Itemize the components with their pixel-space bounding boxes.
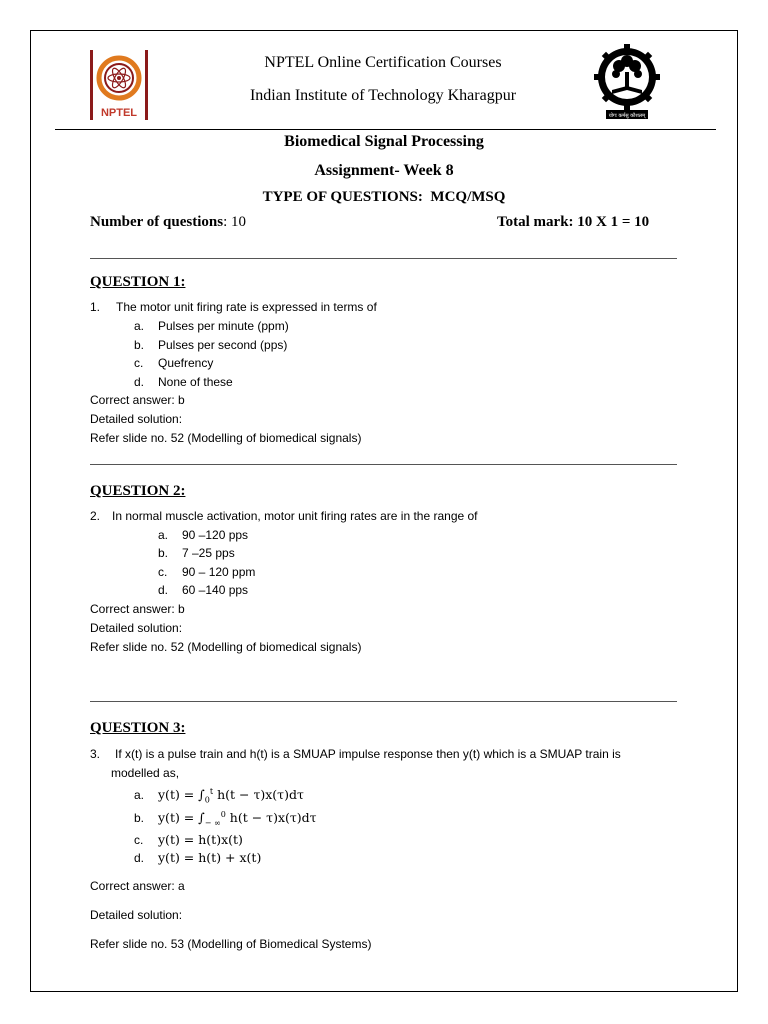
header-line-2: Indian Institute of Technology Kharagpur xyxy=(249,87,517,104)
nptel-logo-text: NPTEL xyxy=(100,107,138,119)
question-1-option-a: a. Pulses per minute (ppm) xyxy=(134,319,289,333)
nptel-logo xyxy=(90,50,148,120)
question-1-text: The motor unit firing rate is expressed in terms of xyxy=(116,300,377,314)
question-2-heading: QUESTION 2: xyxy=(90,483,186,499)
question-3-option-b: b. $y(t) = \int_{- \infty}^0$ h(t − τ)x(τ)dτ xyxy=(134,810,317,828)
course-title: Biomedical Signal Processing xyxy=(284,133,484,150)
question-3-reference: Refer slide no. 53 (Modelling of Biomedical Systems) xyxy=(90,937,372,951)
question-type-value: MCQ/MSQ xyxy=(430,189,506,205)
section-divider xyxy=(90,701,677,702)
question-1-reference: Refer slide no. 52 (Modelling of biomedical signals) xyxy=(90,431,362,445)
header-divider xyxy=(55,129,716,130)
question-3-text-line-1: If x(t) is a pulse train and h(t) is a SMUAP impulse response then y(t) which is a SMUAP train is xyxy=(115,747,621,761)
question-3-text-line-2: modelled as, xyxy=(111,766,180,780)
question-1-option-c: c. Quefrency xyxy=(134,356,214,370)
question-2-option-c: c. 90 – 120 ppm xyxy=(158,565,256,579)
question-3-answer: Correct answer: a xyxy=(90,879,185,893)
question-3-solution-label: Detailed solution: xyxy=(90,908,183,922)
assignment-title: Assignment- Week 8 xyxy=(314,162,454,179)
question-2-answer: Correct answer: b xyxy=(90,602,185,616)
question-2-text: In normal muscle activation, motor unit firing rates are in the range of xyxy=(112,509,478,523)
question-2-option-d: d. 60 –140 pps xyxy=(158,583,249,597)
question-1-solution-label: Detailed solution: xyxy=(90,412,183,426)
number-of-questions xyxy=(90,214,246,231)
section-divider xyxy=(90,258,677,259)
question-1-option-b: b. Pulses per second (pps) xyxy=(134,338,288,352)
question-2-option-a: a. 90 –120 pps xyxy=(158,528,249,542)
question-type xyxy=(0,189,768,206)
question-3-option-d: d. y(t) = h(t) + x(t) xyxy=(134,850,262,865)
question-1-option-d: d. None of these xyxy=(134,375,233,389)
question-2-reference: Refer slide no. 52 (Modelling of biomedical signals) xyxy=(90,640,362,654)
question-2-solution-label: Detailed solution: xyxy=(90,621,183,635)
question-3-option-c: c. y(t) = h(t)x(t) xyxy=(134,832,243,847)
header-line-1: NPTEL Online Certification Courses xyxy=(264,54,502,71)
total-mark: Total mark: 10 X 1 = 10 xyxy=(497,214,650,230)
question-1-number: 1. xyxy=(90,300,101,314)
question-2-option-b: b. 7 –25 pps xyxy=(158,546,235,560)
question-type-label: TYPE OF QUESTIONS: xyxy=(262,189,423,205)
question-3-number: 3. xyxy=(90,747,101,761)
question-1-answer: Correct answer: b xyxy=(90,393,185,407)
number-of-questions-label: Number of questions xyxy=(90,214,224,230)
logo-motto: योगः कर्मसु कौशलम् xyxy=(608,113,646,119)
section-divider xyxy=(90,464,677,465)
question-2-number: 2. xyxy=(90,509,101,523)
question-3-heading: QUESTION 3: xyxy=(90,720,186,736)
question-3-option-a: a. $y(t) = \int_0^t$ h(t − τ)x(τ)dτ xyxy=(134,787,304,805)
number-of-questions-value: : 10 xyxy=(223,214,246,230)
question-1-heading: QUESTION 1: xyxy=(90,274,186,290)
